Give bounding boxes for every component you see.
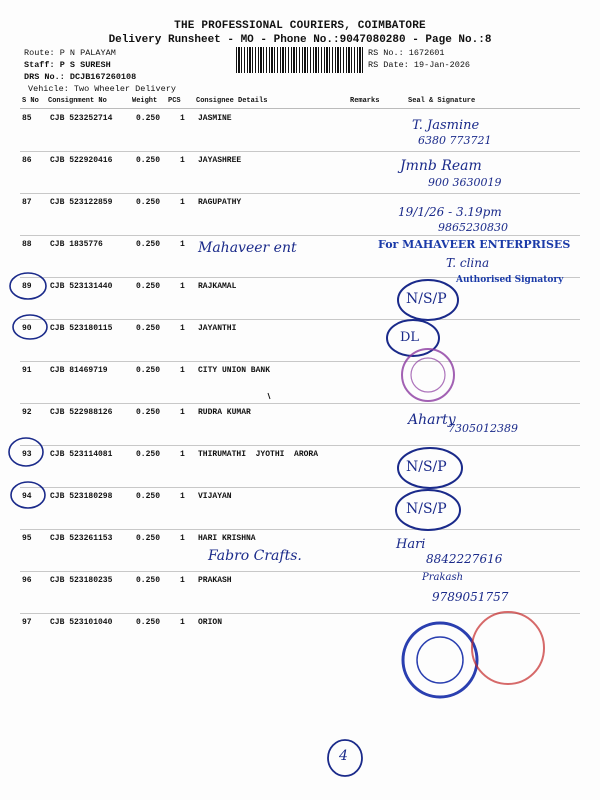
row-consignment: CJB 523114081 <box>50 450 113 459</box>
row-sno: 92 <box>22 408 32 417</box>
nsp-94: N/S/P <box>406 501 447 517</box>
row-weight: 0.250 <box>136 408 161 417</box>
row-weight: 0.250 <box>136 240 161 249</box>
row-pcs: 1 <box>180 366 185 375</box>
nsp-93: N/S/P <box>406 459 447 475</box>
row-consignee: VIJAYAN <box>198 492 232 501</box>
row-sno: 97 <box>22 618 32 627</box>
row-sno: 91 <box>22 366 32 375</box>
purple-seal-inner <box>411 358 445 392</box>
authorised-signatory: Authorised Signatory <box>456 275 564 285</box>
col-consignment: Consignment No <box>48 97 107 105</box>
row-weight: 0.250 <box>136 492 161 501</box>
row-consignment: CJB 523101040 <box>50 618 113 627</box>
circle-mark-90 <box>13 315 47 339</box>
blue-seal-outer <box>403 623 477 697</box>
circle-mark-89 <box>10 273 46 299</box>
row-consignee: RUDRA KUMAR <box>198 408 251 417</box>
rs-date: RS Date: 19-Jan-2026 <box>368 60 471 70</box>
phone-85: 6380 773721 <box>418 134 492 147</box>
row-pcs: 1 <box>180 198 185 207</box>
small-mark <box>268 393 270 399</box>
row-consignment: CJB 522920416 <box>50 156 113 165</box>
row-sno: 87 <box>22 198 32 207</box>
row-weight: 0.250 <box>136 534 161 543</box>
row-sno: 96 <box>22 576 32 585</box>
col-weight: Weight <box>132 97 158 105</box>
row-weight: 0.250 <box>136 576 161 585</box>
signature-96: Prakash <box>422 572 464 583</box>
row-pcs: 1 <box>180 408 185 417</box>
row-consignment: CJB 523122859 <box>50 198 113 207</box>
mahaveer-stamp-name: For MAHAVEER ENTERPRISES <box>378 238 571 251</box>
row-sno: 89 <box>22 282 32 291</box>
signature-95: Hari <box>396 537 426 552</box>
row-consignment: CJB 522988126 <box>50 408 113 417</box>
row-pcs: 1 <box>180 282 185 291</box>
signature-88: T. clina <box>446 256 490 270</box>
row-pcs: 1 <box>180 534 185 543</box>
row-pcs: 1 <box>180 156 185 165</box>
row-consignee: JAYASHREE <box>198 156 242 165</box>
row-pcs: 1 <box>180 618 185 627</box>
handwritten-consignee-95: Fabro Crafts. <box>208 548 302 564</box>
handwritten-consignee-88: Mahaveer ent <box>198 240 297 256</box>
phone-87: 9865230830 <box>438 221 508 234</box>
col-consignee: Consignee Details <box>196 97 268 105</box>
row-pcs: 1 <box>180 450 185 459</box>
row-consignment: CJB 1835776 <box>50 240 103 249</box>
signature-85: T. Jasmine <box>412 118 480 133</box>
company-title: THE PROFESSIONAL COURIERS, COIMBATORE <box>174 20 426 32</box>
row-sno: 86 <box>22 156 32 165</box>
circle-mark-94 <box>11 482 45 508</box>
col-seal: Seal & Signature <box>408 97 476 105</box>
row-weight: 0.250 <box>136 450 161 459</box>
row-pcs: 1 <box>180 492 185 501</box>
row-consignment: CJB 81469719 <box>50 366 108 375</box>
row-pcs: 1 <box>180 240 185 249</box>
row-pcs: 1 <box>180 576 185 585</box>
row-sno: 85 <box>22 114 32 123</box>
red-seal-outer <box>472 612 544 684</box>
row-consignment: CJB 523180115 <box>50 324 113 333</box>
row-weight: 0.250 <box>136 324 161 333</box>
row-consignee: JAYANTHI <box>198 324 237 333</box>
row-consignee: ORION <box>198 618 223 627</box>
drs-number: DRS No.: DCJB167260108 <box>24 72 137 82</box>
row-sno: 94 <box>22 492 32 501</box>
row-sno: 93 <box>22 450 32 459</box>
purple-seal-outer <box>402 349 454 401</box>
row-weight: 0.250 <box>136 282 161 291</box>
row-weight: 0.250 <box>136 114 161 123</box>
phone-86: 900 3630019 <box>428 176 502 189</box>
row-consignment: CJB 523180235 <box>50 576 113 585</box>
row-consignee: THIRUMATHI JYOTHI ARORA <box>198 450 319 459</box>
row-pcs: 1 <box>180 114 185 123</box>
dl-90: DL <box>400 330 420 345</box>
date-87: 19/1/26 - 3.19pm <box>398 205 502 219</box>
phone-96: 9789051757 <box>432 590 509 604</box>
row-sno: 90 <box>22 324 32 333</box>
col-sno: S No <box>22 97 39 105</box>
page-mark: 4 <box>339 748 348 764</box>
staff-label: Staff: P S SURESH <box>24 60 111 70</box>
row-weight: 0.250 <box>136 366 161 375</box>
row-consignee: RAGUPATHY <box>198 198 242 207</box>
rs-number: RS No.: 1672601 <box>368 48 445 58</box>
circle-mark-93 <box>9 438 43 466</box>
phone-92: 7305012389 <box>448 422 518 435</box>
signature-92: Aharty <box>408 412 456 428</box>
row-consignee: PRAKASH <box>198 576 232 585</box>
row-pcs: 1 <box>180 324 185 333</box>
row-consignee: RAJKAMAL <box>198 282 237 291</box>
row-consignment: CJB 523180298 <box>50 492 113 501</box>
row-weight: 0.250 <box>136 156 161 165</box>
route-label: Route: P N PALAYAM <box>24 48 116 58</box>
row-weight: 0.250 <box>136 618 161 627</box>
row-sno: 95 <box>22 534 32 543</box>
phone-95: 8842227616 <box>426 552 503 566</box>
vehicle-label: Vehicle: Two Wheeler Delivery <box>28 84 176 94</box>
row-consignment: CJB 523252714 <box>50 114 113 123</box>
row-consignee: JASMINE <box>198 114 232 123</box>
runsheet-subtitle: Delivery Runsheet - MO - Phone No.:9047080280 - Page No.:8 <box>108 34 492 46</box>
row-consignment: CJB 523131440 <box>50 282 113 291</box>
col-remarks: Remarks <box>350 97 380 105</box>
signature-86: Jmnb Ream <box>400 158 482 174</box>
nsp-89: N/S/P <box>406 291 447 307</box>
row-consignee: CITY UNION BANK <box>198 366 271 375</box>
row-sno: 88 <box>22 240 32 249</box>
blue-seal-inner <box>417 637 463 683</box>
row-consignee: HARI KRISHNA <box>198 534 256 543</box>
row-consignment: CJB 523261153 <box>50 534 113 543</box>
row-weight: 0.250 <box>136 198 161 207</box>
col-pcs: PCS <box>168 97 181 105</box>
